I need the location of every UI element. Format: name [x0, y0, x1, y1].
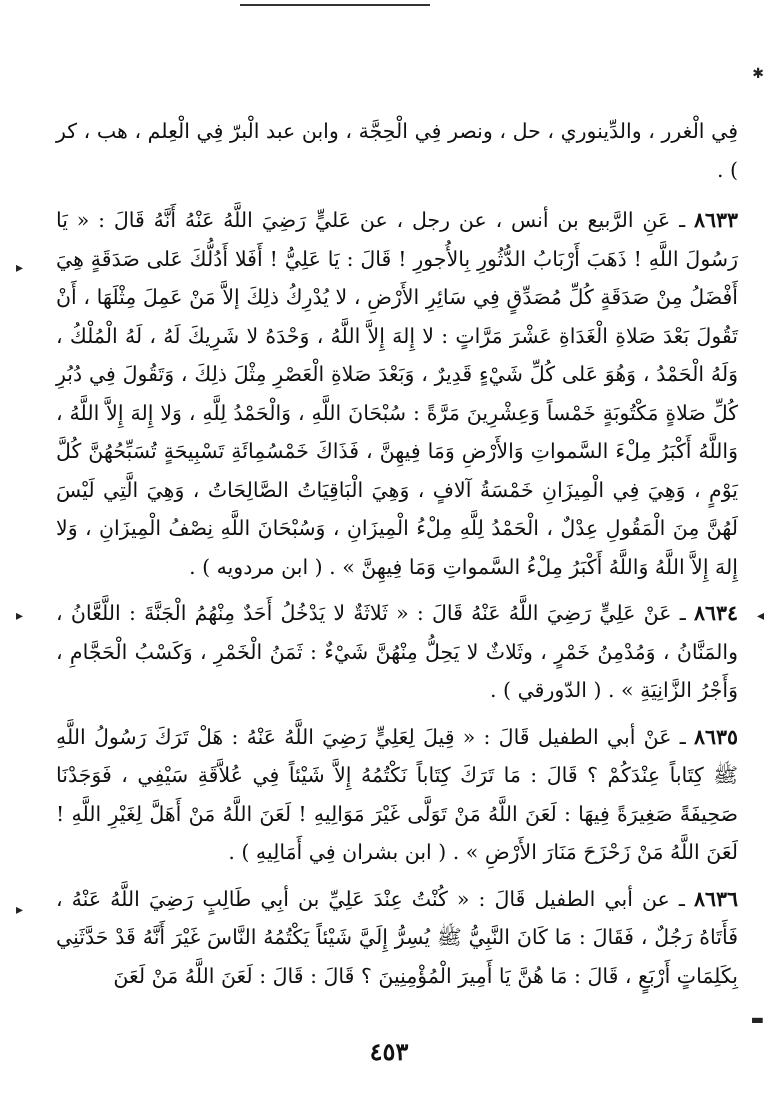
- paragraph-text: فِي الْغرر ، والدِّينوري ، حل ، ونصر فِي الْحِجَّة ، وابن عبد الْبرّ فِي الْعِلم ، هب ، كر ) .: [56, 119, 738, 182]
- hadith-8636: [56, 880, 738, 996]
- hadith-text: ـ عَنْ أبي الطفيل قَالَ : « قِيلَ لِعَلِيٍّ رَضِيَ اللَّهُ عَنْهُ : هَلْ تَرَكَ رَسُولُ اللَّهِ ﷺ كِتَاباً عِنْدَكُمْ ؟ قَالَ : مَا تَرَكَ كِتَاباً نَكْتُمُهُ إِلاَّ شَيْئاً فِي عُلاَّقَةِ سَيْفِي ، فَوَجَدْنَا صَحِيفَةً صَغِيرَةً فِيهَا : لَعَنَ اللَّهُ مَنْ تَوَلَّى غَيْرَ مَوَالِيهِ ! لَعَنَ اللَّهُ مَنْ أَهَلَّ لِغَيْرِ اللَّهِ ! لَعَنَ اللَّهُ مَنْ زَحْزَحَ مَنَارَ الأَرْضِ » . ( ابن بشران فِي أَمَالِيهِ ) .: [56, 724, 738, 864]
- margin-arrow-mark-upper: ▸: [16, 260, 24, 276]
- hadith-text: ـ عن أبي الطفيل قَالَ : « كُنْتُ عِنْدَ عَلِيِّ بن أبِي طَالِبٍ رَضِيَ اللَّهُ عَنْهُ ، فَأَتَاهُ رَجُلٌ ، فَقَالَ : مَا كَانَ النَّبِيُّ ﷺ يُسِرُّ إِلَيَّ شَيْئاً يَكْتُمُهُ النَّاسَ غَيْرَ أَنَّهُ قَدْ حَدَّثَنِي بِكَلِمَاتٍ أَرْبَعٍ ، قَالَ : مَا هُنَّ يَا أَمِيرَ الْمُؤْمِنِينَ ؟ قَالَ : قَالَ : لَعَنَ اللَّهُ مَنْ لَعَنَ: [56, 886, 738, 988]
- hadith-number: ٨٦٣٤: [693, 601, 738, 625]
- hadith-number: ٨٦٣٥: [693, 724, 738, 749]
- hadith-8634: [56, 594, 738, 710]
- margin-dash-mark: ▬: [750, 1012, 764, 1028]
- hadith-number: ٨٦٣٦: [693, 886, 738, 911]
- hadith-text: ـ عَنْ عَلِيٍّ رَضِيَ اللَّهُ عَنْهُ قَالَ : « ثَلاثَةٌ لا يَدْخُلُ أَحَدٌ مِنْهُمُ الْجَنَّةَ : اللَّعَّانُ ، والمَنَّانُ ، وَمُدْمِنُ خَمْرٍ ، وثَلاثٌ لا يَحِلُّ مِنْهُنَّ شَيْءٌ : ثَمَنُ الْخَمْرِ ، وَكَسْبُ الْحَجَّامِ ، وَأَجْرُ الزَّانِيَةِ » . ( الدّورقي ) .: [56, 601, 738, 702]
- header-rule: [240, 4, 430, 6]
- hadith-number: ٨٦٣٣: [693, 208, 738, 232]
- hadith-8633: [56, 201, 738, 586]
- margin-arrow-mark: ◂: [756, 608, 764, 624]
- page-number: ٤٥٣: [369, 1037, 409, 1066]
- margin-arrow-mark-left: ▸: [16, 608, 24, 624]
- page-body: [56, 112, 738, 1003]
- paragraph-continuation: [56, 112, 738, 189]
- hadith-8635: [56, 718, 738, 872]
- margin-asterisk-mark: ✱: [752, 66, 764, 82]
- hadith-text: ـ عَنِ الرَّبيع بن أنس ، عن رجل ، عن عَليٍّ رَضِيَ اللَّهُ عَنْهُ أَنَّهُ قَالَ : « يَا رَسُولَ اللَّهِ ! ذَهَبَ أَرْبَابُ الدُّثُورِ بِالأُجورِ ! قَالَ : يَا عَلِيُّ ! أَفَلا أَدُلُّكَ عَلى صَدَقَةٍ هِيَ أَفْضَلُ مِنْ صَدَقَةٍ كُلِّ مُصَدِّقٍ فِي سَائِرِ الأَرْضِ ، لا يُدْرِكُ ذلِكَ إلاَّ مَنْ عَمِلَ مِثْلَهَا ، أَنْ تَقُولَ بَعْدَ صَلاةِ الْغَدَاةِ عَشْرَ مَرَّاتٍ : لا إِلهَ إِلاَّ اللَّهُ ، وَحْدَهُ لا شَرِيكَ لَهُ ، لَهُ الْمُلْكُ ، وَلَهُ الْحَمْدُ ، وَهُوَ عَلى كُلِّ شَيْءٍ قَدِيرٌ ، وَبَعْدَ صَلاةِ الْعَصْرِ مِثْلَ ذلِكَ ، وَتَقُولَ فِي دُبُرِ كُلِّ صَلاةٍ مَكْتُوبَةٍ خَمْساً وَعِشْرِينَ مَرَّةً : سُبْحَانَ اللَّهِ ، وَالْحَمْدُ لِلَّهِ ، وَلا إِلهَ إِلاَّ اللَّهُ ، وَاللَّهُ أَكْبَرُ مِلْءَ السَّمواتِ وَالأَرْضِ وَمَا فِيهِنَّ ، فَذَاكَ خَمْسُمِائَةِ تَسْبِيحَةٍ تُسَبِّحُهُنَّ كُلَّ يَوْمٍ ، وَهِيَ فِي الْمِيزَانِ خَمْسَةُ آلافٍ ، وَهِيَ الْبَاقِيَاتُ الصَّالِحَاتُ ، وَهِيَ الَّتِي لَيْسَ لَهُنَّ مِنَ الْمَقُولِ عِدْلٌ ، الْحَمْدُ لِلَّهِ مِلْءُ الْمِيزَانِ ، وَسُبْحَانَ اللَّهِ نِصْفُ الْمِيزَانِ ، وَلا إِلهَ إِلاَّ اللَّهُ وَاللَّهُ أَكْبَرُ مِلْءُ السَّمواتِ وَمَا فِيهِنَّ » . ( ابن مردويه ) .: [56, 208, 738, 579]
- margin-arrow-mark-lower: ▸: [16, 902, 24, 918]
